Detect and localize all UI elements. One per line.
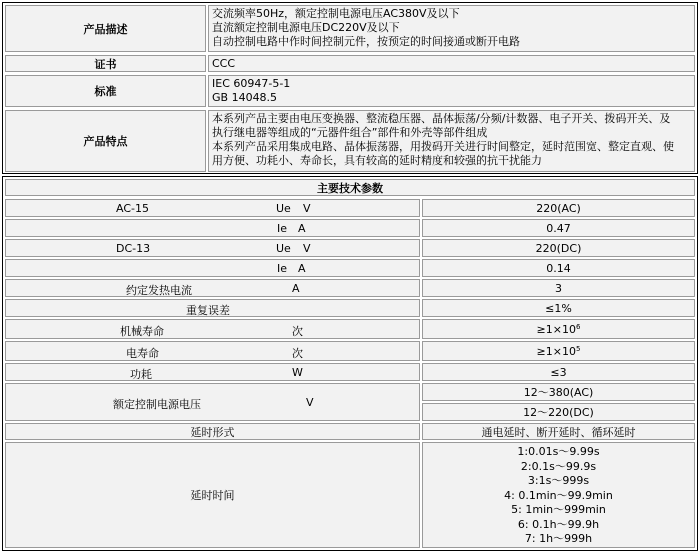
spec-unit: W [292, 366, 303, 379]
spec-unit: A [292, 282, 300, 295]
delay-range: 6: 0.1h～99.9h [517, 517, 600, 531]
spec-value-exponent: 6 [575, 323, 581, 331]
spec-row-delay-form: 延时形式 [5, 423, 420, 440]
spec-row-power [5, 363, 420, 381]
spec-value: ≤1% [422, 299, 695, 317]
spec-name: AC-15 [116, 202, 149, 215]
spec-symbol: Ue [276, 242, 291, 255]
certificate-value: CCC [208, 55, 695, 72]
spec-row-electrical-life [5, 341, 420, 361]
description-line: 直流额定控制电源电压DC220V及以下 [212, 21, 400, 34]
spec-name: 机械寿命 [120, 325, 164, 338]
standard-value [208, 75, 695, 107]
standard-line: GB 14048.5 [212, 91, 278, 104]
features-line: 本系列产品采用集成电路、晶体振荡器，用拨码开关进行时间整定，延时范围宽、整定直观、使 [212, 140, 674, 153]
standard-label: 标准 [5, 75, 206, 107]
spec-row-ac15-ie [5, 219, 420, 237]
spec-symbol: Ie [277, 222, 288, 235]
description-line: 自动控制电路中作时间控制元件，按预定的时间接通或断开电路 [212, 35, 520, 48]
spec-unit: A [298, 262, 306, 275]
features-label: 产品特点 [5, 110, 206, 172]
spec-symbol: Ue [276, 202, 291, 215]
spec-row-control-voltage [5, 383, 420, 421]
spec-unit: 次 [292, 347, 303, 360]
spec-symbol: Ie [277, 262, 288, 275]
spec-row-ac15-ue [5, 199, 420, 217]
features-value [208, 110, 695, 172]
description-line: 交流频率50Hz，额定控制电源电压AC380V及以下 [212, 7, 460, 20]
spec-row-thermal-current [5, 279, 420, 297]
spec-value-base: ≥1×10 [536, 322, 576, 336]
spec-value: 3 [422, 279, 695, 297]
spec-row-repeat-error [5, 299, 420, 317]
delay-range: 2:0.1s～99.9s [520, 459, 597, 473]
spec-row-dc13-ie [5, 259, 420, 277]
spec-row-mechanical-life [5, 319, 420, 339]
spec-row-dc13-ue [5, 239, 420, 257]
delay-range: 4: 0.1min～99.9min [504, 488, 613, 502]
specs-title: 主要技术参数 [5, 179, 695, 196]
spec-name: DC-13 [116, 242, 151, 255]
spec-unit: V [306, 396, 314, 409]
spec-row-delay-time: 延时时间 [5, 442, 420, 548]
spec-value [422, 319, 695, 339]
spec-value: 通电延时、断开延时、循环延时 [422, 423, 695, 440]
delay-range: 7: 1h～999h [524, 532, 593, 545]
spec-value: 12～380(AC) [422, 383, 695, 401]
features-line: 执行继电器等组成的“元器件组合”部件和外壳等部件组成 [212, 126, 488, 139]
description-value [208, 5, 695, 52]
spec-name: 功耗 [130, 368, 152, 381]
spec-name: 约定发热电流 [126, 284, 192, 297]
spec-name: 额定控制电源电压 [113, 398, 201, 411]
spec-unit: V [303, 202, 311, 215]
spec-name: 电寿命 [126, 347, 159, 360]
spec-unit: A [298, 222, 306, 235]
spec-value [422, 341, 695, 361]
spec-value: 0.47 [422, 219, 695, 237]
delay-range: 3:1s～999s [527, 474, 590, 487]
delay-time-ranges [422, 442, 695, 548]
certificate-label: 证书 [5, 55, 206, 72]
spec-value-exponent: 5 [575, 345, 581, 353]
spec-value: ≤3 [422, 363, 695, 381]
standard-line: IEC 60947-5-1 [212, 77, 291, 90]
description-label: 产品描述 [5, 5, 206, 52]
spec-value-base: ≥1×10 [536, 344, 576, 358]
delay-range: 5: 1min～999min [511, 503, 606, 516]
spec-name: 重复误差 [186, 304, 230, 317]
spec-unit: V [303, 242, 311, 255]
spec-value: 0.14 [422, 259, 695, 277]
spec-unit: 次 [292, 325, 303, 338]
delay-range: 1:0.01s～9.99s [517, 445, 600, 458]
features-line: 本系列产品主要由电压变换器、整流稳压器、晶体振荡/分频/计数器、电子开关、拨码开关、及 [212, 112, 671, 125]
spec-value: 220(DC) [422, 239, 695, 257]
spec-value: 220(AC) [422, 199, 695, 217]
features-line: 用方便、功耗小、寿命长，具有较高的延时精度和较强的抗干扰能力 [212, 154, 542, 167]
spec-value: 12～220(DC) [422, 403, 695, 421]
